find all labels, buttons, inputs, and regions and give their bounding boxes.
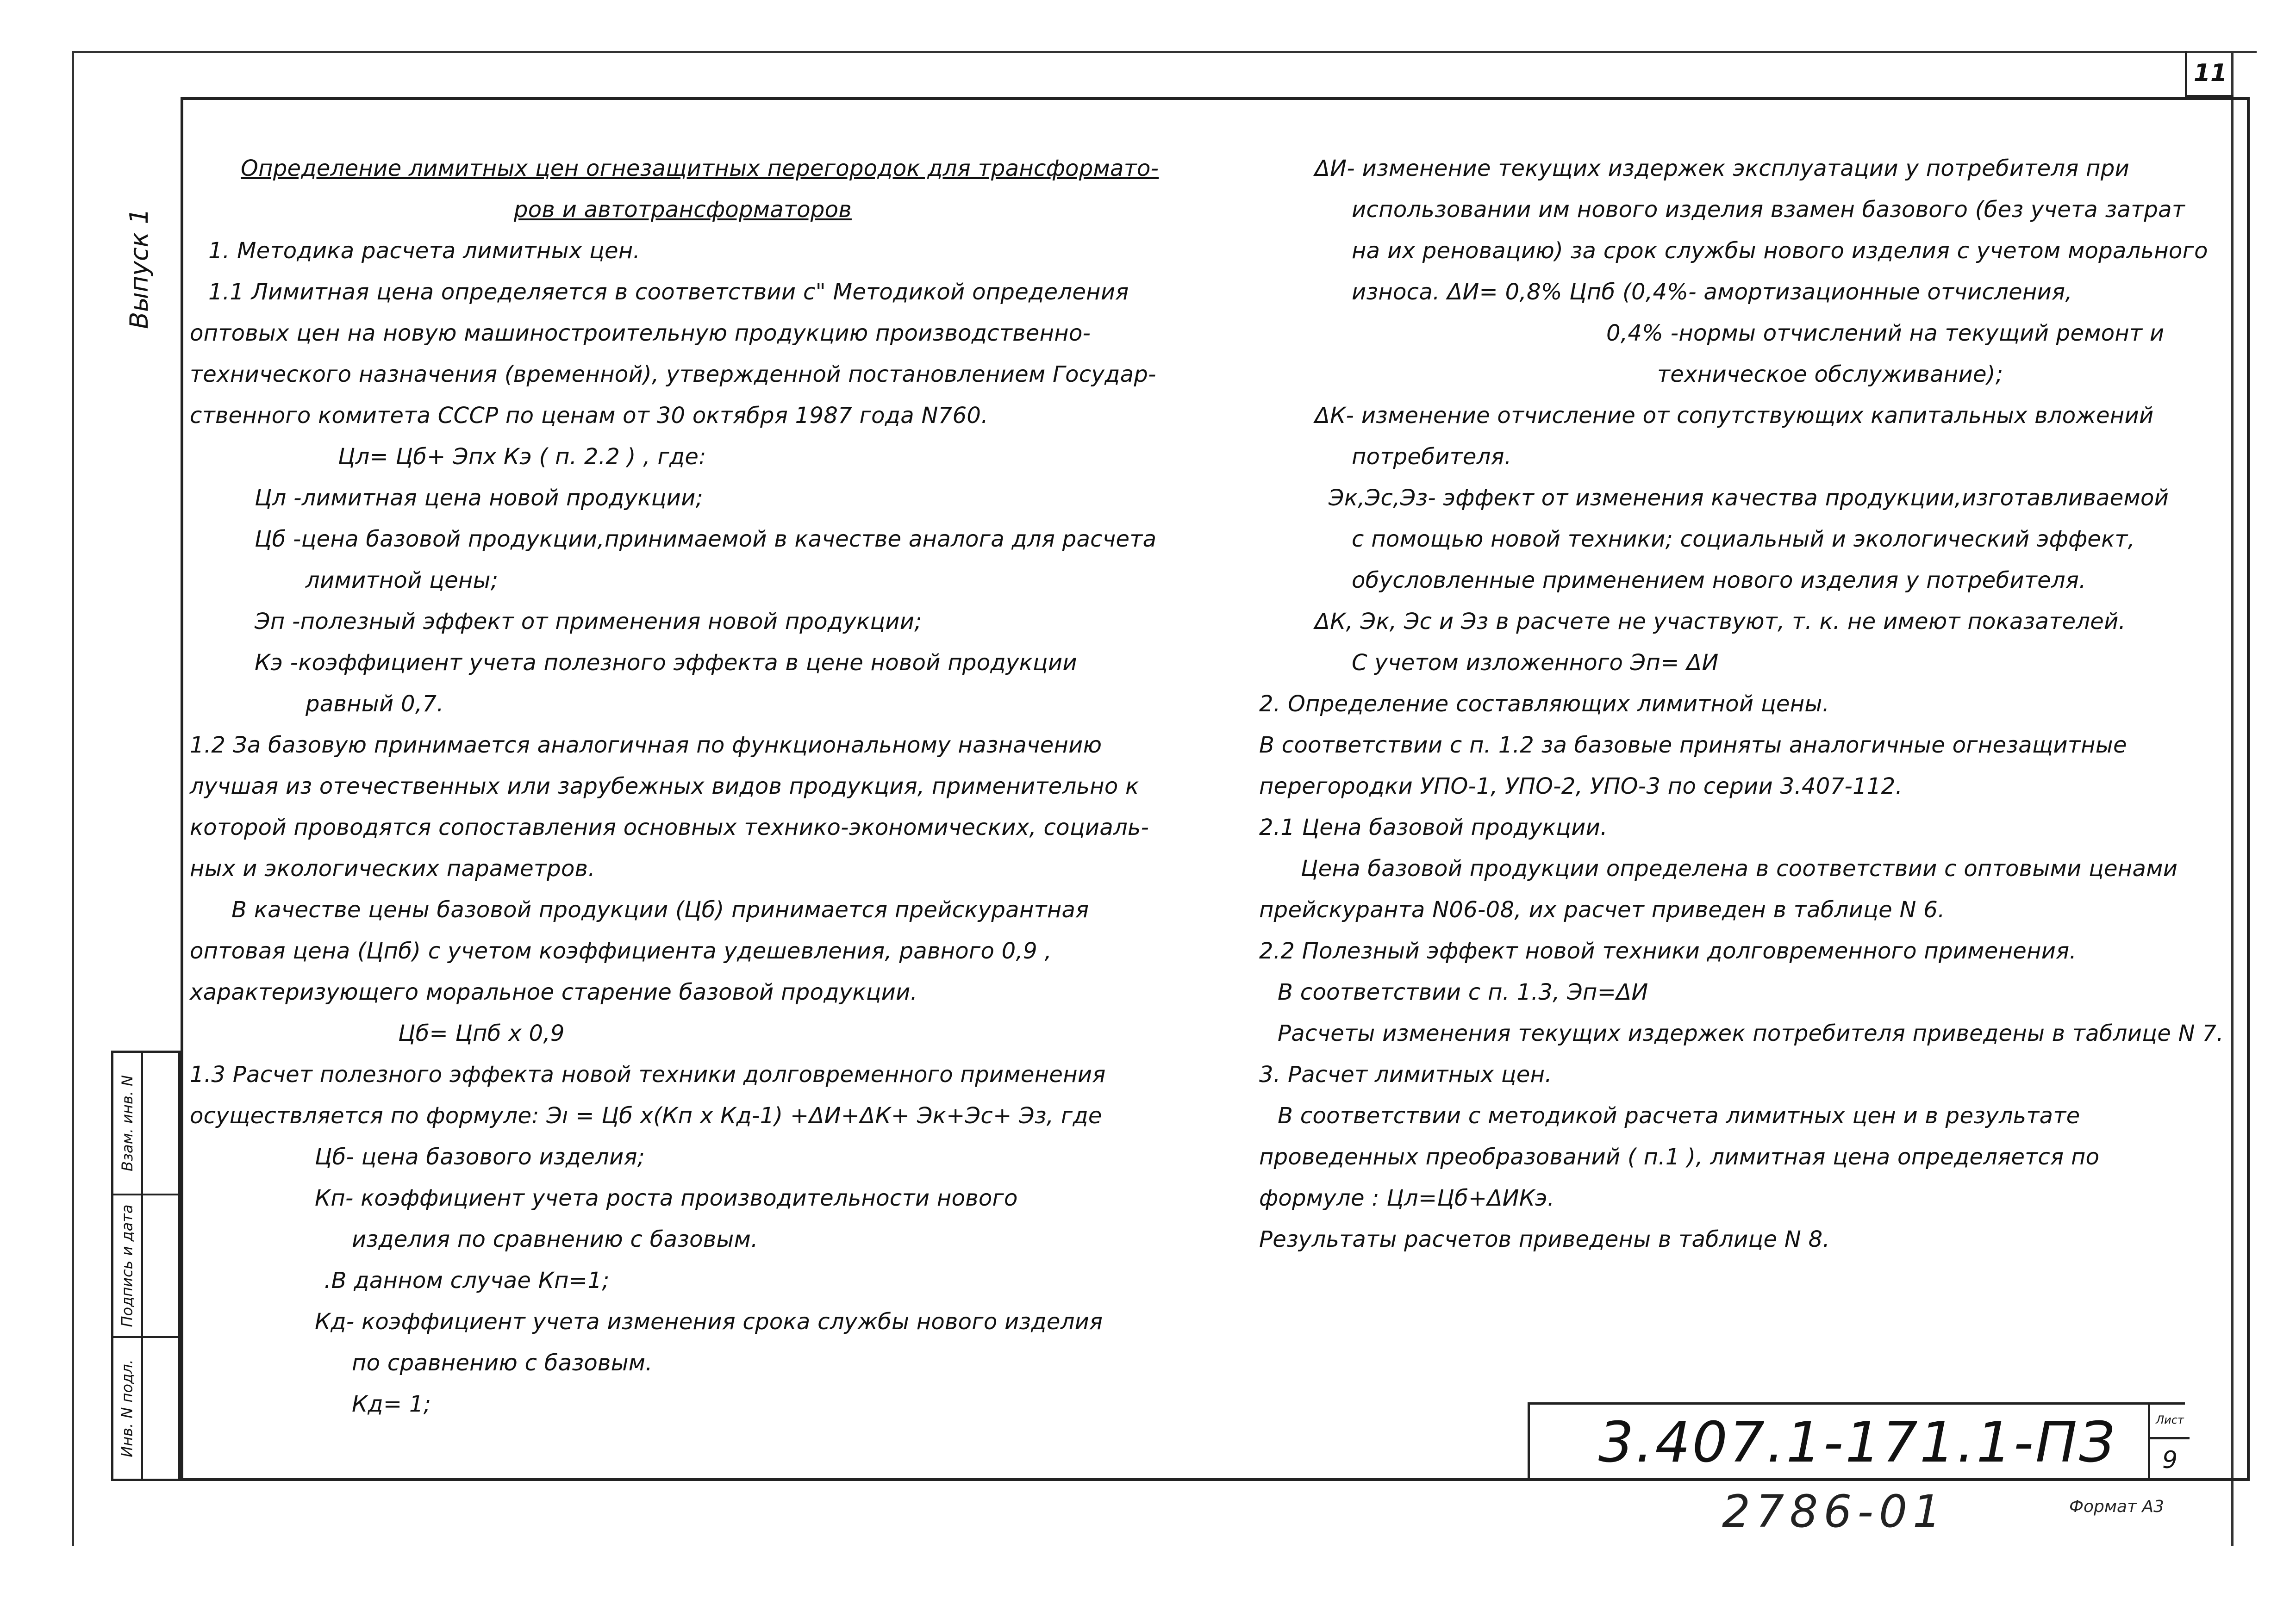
text-line: 1.2 За базовую принимается аналогичная по функциональному назначению <box>190 732 1102 758</box>
format-label: Формат А3 <box>2069 1497 2165 1516</box>
text-line: В соответствии с п. 1.3, Эп=ΔИ <box>1278 979 1648 1005</box>
text-line: Цена базовой продукции определена в соответствии с оптовыми ценами <box>1301 856 2178 882</box>
text-line: характеризующего моральное старение базовой продукции. <box>190 979 918 1005</box>
text-line: С учетом изложенного Эп= ΔИ <box>1352 650 1719 676</box>
text-line: 1.1 Лимитная цена определяется в соответствии с" Методикой определения <box>208 279 1129 305</box>
stamp-cell-replace-inv <box>113 1053 178 1195</box>
outer-frame-top <box>72 51 2257 53</box>
text-line: ΔК, Эк, Эс и Эз в расчете не участвуют, т. к. не имеют показателей. <box>1315 609 2126 635</box>
text-line: ΔК- изменение отчисление от сопутствующих капитальных вложений <box>1315 403 2154 429</box>
sheet-number: 9 <box>2162 1446 2178 1474</box>
stamp-label: Инв. N подл. <box>119 1359 137 1457</box>
sheet-label-box <box>2148 1402 2190 1439</box>
text-line: Эк,Эс,Эз- эффект от изменения качества продукции,изготавливаемой <box>1329 485 2169 511</box>
stamp-label: Подпись и дата <box>119 1204 136 1327</box>
side-release-text: Выпуск 1 <box>124 208 154 329</box>
text-line: В качестве цены базовой продукции (Цб) принимается прейскурантная <box>231 897 1089 923</box>
page-corner-number <box>2185 51 2234 97</box>
text-line: В соответствии с методикой расчета лимитных цен и в результате <box>1278 1103 2080 1129</box>
text-line: Цб- цена базового изделия; <box>315 1144 645 1170</box>
text-line: использовании им нового изделия взамен базового (без учета затрат <box>1352 197 2185 223</box>
text-line: Кп- коэффициент учета роста производительности нового <box>315 1185 1018 1211</box>
text-line: Кд- коэффициент учета изменения срока службы нового изделия <box>315 1309 1103 1335</box>
text-line: Цл= Цб+ Эпх Кэ ( п. 2.2 ) , где: <box>338 444 706 470</box>
sheet-label: Лист <box>2156 1413 2184 1426</box>
sheet-number-box <box>2148 1439 2190 1481</box>
text-line: Результаты расчетов приведены в таблице N 8. <box>1259 1226 1830 1252</box>
title-block-designation <box>1528 1402 2185 1481</box>
text-line: Расчеты изменения текущих издержек потребителя приведены в таблице N 7. <box>1278 1020 2224 1046</box>
right-text-column <box>1259 148 2231 1260</box>
text-line: Кэ -коэффициент учета полезного эффекта в цене новой продукции <box>255 650 1077 676</box>
text-line: износа. ΔИ= 0,8% Цпб (0,4%- амортизационные отчисления, <box>1352 279 2072 305</box>
text-line: формуле : Цл=Цб+ΔИКэ. <box>1259 1185 1555 1211</box>
corner-number-text: 11 <box>2193 59 2227 87</box>
text-line: 1. Методика расчета лимитных цен. <box>208 238 641 264</box>
text-line: оптовых цен на новую машиностроительную продукцию производственно- <box>190 320 1091 346</box>
text-line: 2. Определение составляющих лимитной цены. <box>1259 691 1830 717</box>
text-line: осуществляется по формуле: Эı = Цб х(Кп х Кд-1) +ΔИ+ΔК+ Эк+Эс+ Эз, где <box>190 1103 1102 1129</box>
left-text-column <box>190 148 1162 1425</box>
side-release-label <box>111 194 167 342</box>
text-line: 1.3 Расчет полезного эффекта новой техники долговременного применения <box>190 1062 1106 1088</box>
text-line: обусловленные применением нового изделия у потребителя. <box>1352 567 2086 593</box>
text-line: с помощью новой техники; социальный и экологический эффект, <box>1352 526 2135 552</box>
text-line: В соответствии с п. 1.2 за базовые приняты аналогичные огнезащитные <box>1259 732 2127 758</box>
text-line: равный 0,7. <box>306 691 444 717</box>
text-line: ственного комитета СССР по ценам от 30 октября 1987 года N760. <box>190 403 988 429</box>
stamp-cell-original-inv <box>113 1338 178 1479</box>
text-line: Цл -лимитная цена новой продукции; <box>255 485 704 511</box>
text-line: Цб= Цпб х 0,9 <box>398 1020 565 1046</box>
stamp-label: Взам. инв. N <box>119 1075 137 1171</box>
text-line: Кд= 1; <box>352 1391 431 1417</box>
text-line: .В данном случае Кп=1; <box>324 1268 610 1294</box>
text-line: техническое обслуживание); <box>1657 361 2003 387</box>
text-line: 2.2 Полезный эффект новой техники долговременного применения. <box>1259 938 2077 964</box>
document-designation: 3.407.1-171.1-ПЗ <box>1598 1411 2117 1475</box>
text-line: ных и экологических параметров. <box>190 856 595 882</box>
text-line: лучшая из отечественных или зарубежных видов продукция, применительно к <box>190 773 1139 799</box>
text-line: на их реновацию) за срок службы нового изделия с учетом морального <box>1352 238 2208 264</box>
text-line: ров и автотрансформаторов <box>514 197 852 223</box>
text-line: прейскуранта N06-08, их расчет приведен в таблице N 6. <box>1259 897 1945 923</box>
text-line: потребителя. <box>1352 444 1512 470</box>
text-line: 3. Расчет лимитных цен. <box>1259 1062 1552 1088</box>
text-line: лимитной цены; <box>306 567 499 593</box>
text-line: Эп -полезный эффект от применения новой продукции; <box>255 609 922 635</box>
stamp-column <box>111 1051 181 1481</box>
text-line: проведенных преобразований ( п.1 ), лимитная цена определяется по <box>1259 1144 2100 1170</box>
text-line: технического назначения (временной), утвержденной постановлением Государ- <box>190 361 1156 387</box>
inventory-number: 2786-01 <box>1722 1486 1947 1537</box>
text-line: 2.1 Цена базовой продукции. <box>1259 815 1608 840</box>
text-line: оптовая цена (Цпб) с учетом коэффициента удешевления, равного 0,9 , <box>190 938 1052 964</box>
text-line: 0,4% -нормы отчислений на текущий ремонт и <box>1606 320 2165 346</box>
text-line: которой проводятся сопоставления основных технико-экономических, социаль- <box>190 815 1149 840</box>
text-line: ΔИ- изменение текущих издержек эксплуатации у потребителя при <box>1315 156 2130 181</box>
text-line: перегородки УПО-1, УПО-2, УПО-3 по серии 3.407-112. <box>1259 773 1903 799</box>
outer-frame-left <box>72 51 74 1546</box>
stamp-cell-signature-date <box>113 1195 178 1338</box>
text-line: по сравнению с базовым. <box>352 1350 653 1376</box>
text-line: изделия по сравнению с базовым. <box>352 1226 758 1252</box>
text-line: Определение лимитных цен огнезащитных перегородок для трансформато- <box>241 156 1159 181</box>
text-line: Цб -цена базовой продукции,принимаемой в качестве аналога для расчета <box>255 526 1157 552</box>
